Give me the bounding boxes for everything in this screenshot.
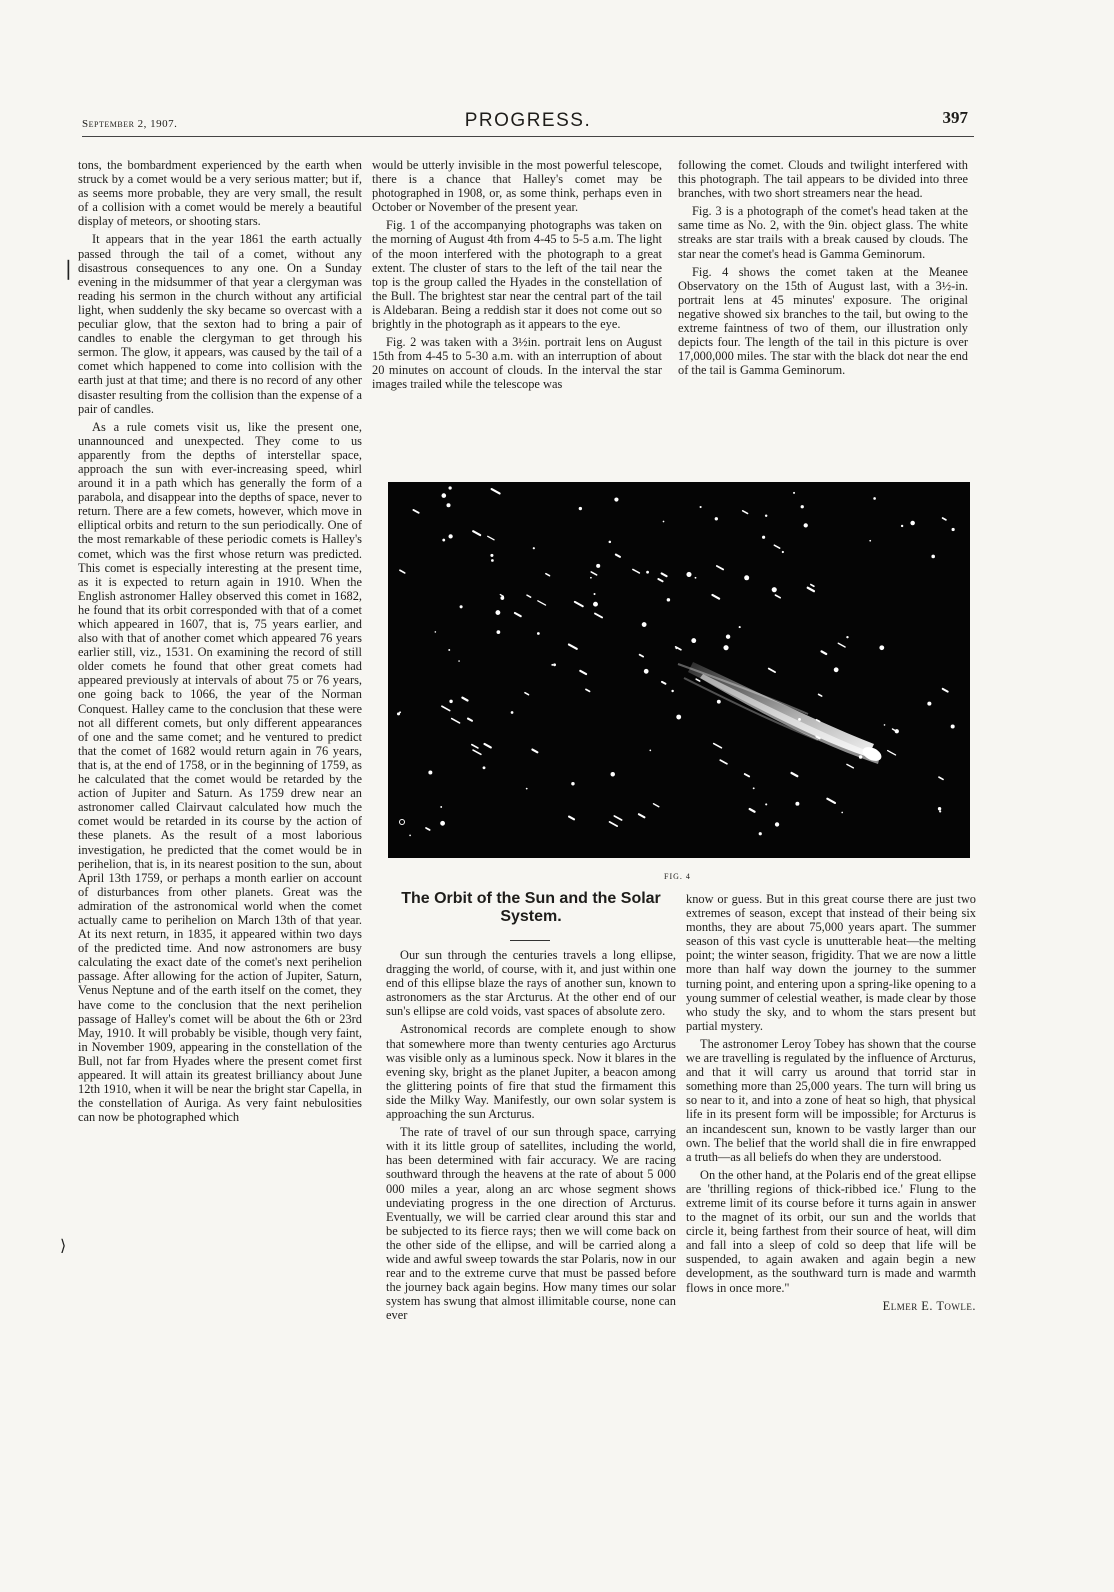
paragraph: The rate of travel of our sun through space, carrying with it its little group of satellites, including the world, has been determined with fair accuracy. We are racing southward through the heavens at the rate of about 5 000 000 miles a year, along an arc whose segment shows undeviating progress in the one direction of Arcturus. Eventually, we will be carried clear around this star and be subjected to its fierce rays; then we will come back on the other side of the ellipse, and will be carried along a wide and awful sweep towards the star Polaris, now in our rear and to the extreme curve that must be passed before the journey back again begins. How many times our solar system has swung that almost illimitable course, none can ever	[386, 1125, 676, 1323]
star	[440, 806, 442, 808]
star	[428, 770, 432, 774]
star	[939, 810, 941, 812]
star	[611, 772, 615, 776]
star	[525, 693, 529, 695]
star	[472, 745, 478, 748]
star	[838, 643, 845, 647]
star	[952, 528, 955, 531]
figure-caption: FIG. 4	[664, 872, 691, 881]
comet-photo-image	[388, 482, 970, 858]
paragraph: It appears that in the year 1861 the earth actually passed through the tail of a comet, without any disastrous consequences to any one. On a Sunday evening in the midsummer of that year a clergyman was reading his sermon in the church without any artificial light, when suddenly the sky became so overcast with a peculiar glow, that the sexton had to bring a pair of candles to enable the clergyman to get through his sermon. The glow, it appears, was caused by the tail of a comet which happened to come into collision with the earth just at that time; and there is no record of any other disaster resulting from the collision than the expense of a pair of candles.	[78, 232, 362, 416]
star	[449, 486, 452, 489]
star	[793, 492, 795, 494]
paragraph: tons, the bombardment experienced by the earth when struck by a comet would be a very serious matter; but if, as seems more probable, they are very small, the result of a collision with a comet would be merely a beautiful display of meteors, or shooting stars.	[78, 158, 362, 229]
star	[801, 505, 804, 508]
star	[640, 655, 644, 657]
star	[671, 690, 673, 692]
star	[462, 698, 467, 701]
star	[473, 750, 481, 754]
paragraph: Fig. 4 shows the comet taken at the Meanee Observatory on the 15th of August last, with a 3½-in. portrait lens at 45 minutes' exposure. The original negative showed six branches to the tail, but owing to the extreme faintness of two of them, our illustration only depicts four. The length of the tail in this picture is over 17,000,000 miles. The star with the black dot near the end of the tail is Gamma Geminorum.	[678, 264, 968, 378]
star	[662, 682, 665, 684]
star	[795, 802, 799, 806]
margin-mark: ⟩	[60, 1238, 67, 1255]
star	[744, 575, 749, 580]
star	[538, 601, 546, 605]
star	[910, 521, 914, 525]
star	[399, 711, 401, 713]
star	[782, 551, 784, 553]
star-field	[397, 486, 955, 836]
column-1	[78, 158, 362, 1128]
star	[720, 760, 727, 764]
star	[714, 744, 722, 748]
star	[939, 777, 943, 779]
star	[686, 572, 691, 577]
star	[511, 711, 514, 714]
star	[859, 755, 862, 758]
star	[822, 651, 827, 654]
star	[654, 804, 659, 807]
star	[440, 821, 445, 826]
star	[765, 514, 767, 516]
star	[642, 622, 647, 627]
star	[873, 497, 876, 500]
star	[551, 664, 553, 666]
star	[846, 636, 848, 638]
star	[448, 649, 450, 651]
star	[695, 577, 697, 579]
star	[943, 689, 948, 692]
star	[726, 635, 730, 639]
star	[753, 787, 755, 789]
star	[590, 577, 592, 579]
star	[595, 614, 602, 618]
star	[400, 570, 405, 573]
paragraph: Fig. 3 is a photograph of the comet's head taken at the same time as No. 2, with the 9in. object glass. The white streaks are star trails with a break caused by clouds. The star near the comet's head is Gamma Geminorum.	[678, 204, 968, 261]
star	[527, 595, 531, 597]
article-title	[386, 890, 676, 926]
star	[675, 648, 677, 650]
star	[484, 744, 490, 747]
paragraph: As a rule comets visit us, like the present one, unannounced and unexpected. They come to us apparently from the depths of interstellar space, approach the sun with ever-increasing speed, whirl around it in a path which has generally the form of a parabola, and disappear into the depths of space, never to return. There are a few comets, however, which move in elliptical orbits and return to the sun periodically. One of the most remarkable of these periodic comets is Halley's comet, which was the first whose return was predicted. This comet is especially interesting at the present time, as it is expected to return again in 1910. When the English astronomer Halley observed this comet in 1682, he found that its orbit corresponded with that of a comet which appeared in 1607, that is, 75 years earlier, and also with that of another comet which appeared 76 years earlier still, viz., 1531. On examining the record of still older comets he found that other great comets had appeared previously at intervals of about 75 or 76 years, one going back to 1066, the year of the Norman Conquest. Halley came to the conclusion that these were not all different comets, but only different appearances of one and the same comet; and he ventured to predict that the comet of 1682 would return again in 76 years, that is, at the end of 1758, or in the beginning of 1759, as he calculated that the comet would be retarded by the action of Jupiter and Saturn. As 1759 drew near an astronomer called Clairvaut calculated how much the comet would be retarded in its course by the action of these planets. As the result of a most laborious investigation, he predicted that the comet would be in perihelion, that is, in its nearest position to the sun, about April 13th 1759, or perhaps a month earlier on account of disturbances from other planets. Great was the admiration of the astronomical world when the comet actually came to perihelion on March 13th of that year. At its next return, in 1835, it appeared within two days of the predicted time. And now astronomers are busy calculating the exact date of the comet's next perihelion passage. After allowing for the action of Jupiter, Saturn, Venus Neptune and of the earth itself on the comet, they have come to the conclusion that the next perihelion passage of Halley's comet will be about the 6th or 23rd May, 1910. It will probably be visible, though very faint, in November 1909, appearing in the constellation of the Bull, not far from Hyades where the present comet first appeared. It will attain its greatest brilliancy about June 12th 1910, when it will be near the bright star Capella, in the constellation of Auriga. As very faint nebulosities can now be photographed which	[78, 419, 362, 1125]
comet-tail	[678, 662, 884, 764]
star	[609, 541, 612, 544]
star	[492, 489, 500, 493]
article-title-line-1: The Orbit of the Sun and the Solar	[401, 890, 661, 907]
page-number: 397	[942, 108, 968, 127]
star	[446, 503, 450, 507]
publication-title: PROGRESS.	[464, 110, 592, 131]
star	[649, 750, 651, 752]
star	[497, 630, 501, 634]
byline: Elmer E. Towle.	[882, 1298, 976, 1313]
star	[533, 547, 535, 549]
article-title-line-2: System.	[500, 908, 562, 925]
star	[762, 536, 765, 539]
star	[792, 773, 798, 776]
star	[448, 534, 452, 538]
star	[774, 545, 779, 548]
star	[452, 719, 460, 723]
star	[435, 631, 437, 633]
star	[593, 602, 598, 607]
star	[580, 671, 586, 674]
star	[483, 766, 486, 769]
paragraph: would be utterly invisible in the most powerful telescope, there is a chance that Halley's comet may be photographed in 1908, or, as some think, perhaps even in October or November of the present year.	[372, 158, 662, 215]
star	[553, 663, 556, 666]
star	[644, 669, 649, 674]
star	[717, 566, 723, 569]
star	[569, 817, 574, 820]
star	[413, 510, 418, 513]
star	[676, 715, 681, 720]
paragraph: know or guess. But in this great course there are just two extremes of season, except that instead of their being six months, they are about 75,000 years apart. The summer season of this vast cycle is unutterable heat—the melting point; the winter season, frigidity. That we are now a little more than half way down the journey to the summer turning point, and entering upon a spring-like opening to a young summer of celestial weather, is made clear by those who study the sky, and to whom the stars present but partial mystery.	[686, 892, 976, 1033]
star	[526, 788, 528, 790]
star	[442, 539, 445, 542]
star	[633, 569, 639, 573]
star	[442, 493, 447, 498]
star	[646, 571, 649, 574]
star	[667, 598, 670, 601]
star	[490, 554, 493, 557]
star	[586, 689, 590, 691]
star	[819, 694, 822, 696]
column-2	[372, 158, 662, 396]
star	[691, 638, 696, 643]
star	[943, 518, 946, 520]
star	[765, 803, 767, 805]
star	[569, 645, 577, 649]
star	[700, 506, 702, 508]
star	[798, 718, 801, 721]
title-rule	[510, 940, 550, 941]
paragraph: Astronomical records are complete enough to show that somewhere more than twenty centuries ago Arcturus was visible only as a luminous speck. Now it blares in the evening sky, bright as the planet Jupiter, a beacon among the glittering points of fire that stud the firmament this side the Milky Way. Manifestly, our own solar system is approaching the sun Arcturus.	[386, 1022, 676, 1122]
article-column-left	[386, 948, 676, 1326]
star	[532, 750, 537, 753]
star	[473, 531, 480, 535]
star	[426, 828, 430, 830]
paragraph: following the comet. Clouds and twilight interfered with this photograph. The tail appears to be divided into three branches, with two short streamers near the head.	[678, 158, 968, 201]
paragraph: On the other hand, at the Polaris end of the great ellipse are 'thrilling regions of thick-ribbed ice.' Flung to the extreme limit of its course before it turns again in answer to the magnet of its orbit, our sun and the worlds that circle it, being farthest from their source of heat, will dim and fall into a sleep of cold so deep that life will be suspended, to again awaken and again begin a new development, as the southward turn is made and warmth flows in once more."	[686, 1167, 976, 1295]
star	[594, 593, 596, 595]
star	[745, 774, 749, 776]
star	[769, 669, 775, 673]
star	[717, 700, 721, 704]
star	[808, 588, 814, 591]
star	[772, 587, 777, 592]
paragraph: Fig. 2 was taken with a 3½in. portrait lens on August 15th from 4-45 to 5-30 a.m. with an interruption of about 20 minutes on account of clouds. In the interval the star images trailed while the telescope was	[372, 335, 662, 392]
star	[884, 724, 886, 726]
star	[750, 809, 755, 812]
star	[775, 822, 779, 826]
star	[804, 523, 808, 527]
star	[927, 702, 931, 706]
star	[575, 602, 583, 606]
star	[663, 521, 665, 523]
paragraph: Our sun through the centuries travels a long ellipse, dragging the world, of course, with it, and just within one end of this ellipse blaze the rays of another sun, known to astronomers as the star Arcturus. At the other end of our sun's ellipse are cold voids, vast spaces of absolute zero.	[386, 948, 676, 1019]
star	[712, 595, 719, 599]
star	[938, 807, 941, 810]
star	[610, 822, 618, 826]
star	[743, 511, 748, 514]
star	[579, 507, 582, 510]
star	[662, 573, 667, 576]
star	[409, 834, 411, 836]
star	[458, 660, 460, 662]
star	[614, 816, 621, 820]
star	[931, 555, 935, 559]
issue-date: September 2, 1907.	[82, 118, 178, 130]
star	[537, 632, 540, 635]
star-marker	[400, 820, 405, 825]
margin-mark: ❘	[60, 258, 77, 280]
star	[468, 719, 472, 721]
star	[442, 706, 450, 710]
star	[515, 613, 521, 616]
star	[614, 497, 618, 501]
paragraph: The astronomer Leroy Tobey has shown that the course we are travelling is regulated by the influence of Arcturus, and that it will carry us around that torrid star in something more than 25,000 years. The turn will bring us so near to it, and into a zone of heat so high, that physical life in its present form will be impossible; for Arcturus is an incandescent sun, known to be vastly larger than our own. The belief that the world shall die in fire enwrapped a truth—as all beliefs do when they are understood.	[686, 1036, 976, 1164]
article-column-right	[686, 892, 976, 1317]
star	[739, 626, 741, 628]
star	[715, 517, 718, 520]
star	[869, 540, 871, 542]
star	[775, 595, 780, 598]
star	[488, 536, 494, 539]
star	[460, 605, 463, 608]
star	[696, 679, 699, 681]
star	[596, 564, 600, 568]
star	[591, 572, 596, 575]
star	[841, 812, 843, 814]
star	[616, 555, 620, 557]
paragraph: Fig. 1 of the accompanying photographs was taken on the morning of August 4th from 4-45 to 5-5 a.m. The light of the moon interfered with the photograph to a great extent. The cluster of stars to the left of the tail near the top is the group called the Hyades in the constellation of the Bull. The brightest star near the central part of the tail is Aldebaran. Being a reddish star it does not come out so brightly in the photograph as it appears to the eye.	[372, 218, 662, 332]
star	[759, 832, 762, 835]
star	[892, 729, 895, 731]
star	[901, 525, 903, 527]
star	[847, 764, 853, 768]
star	[658, 579, 662, 581]
star	[834, 667, 839, 672]
star	[879, 645, 884, 650]
column-3	[678, 158, 968, 381]
star	[888, 751, 896, 755]
star	[811, 585, 814, 587]
page-header	[82, 106, 974, 137]
star	[571, 782, 574, 785]
comet-photograph	[388, 482, 970, 858]
star	[491, 559, 494, 562]
star	[951, 724, 955, 728]
star	[827, 799, 835, 803]
star	[495, 610, 500, 615]
star	[723, 645, 728, 650]
star	[449, 700, 452, 703]
star	[546, 574, 550, 576]
star	[500, 595, 503, 597]
star	[639, 814, 645, 817]
